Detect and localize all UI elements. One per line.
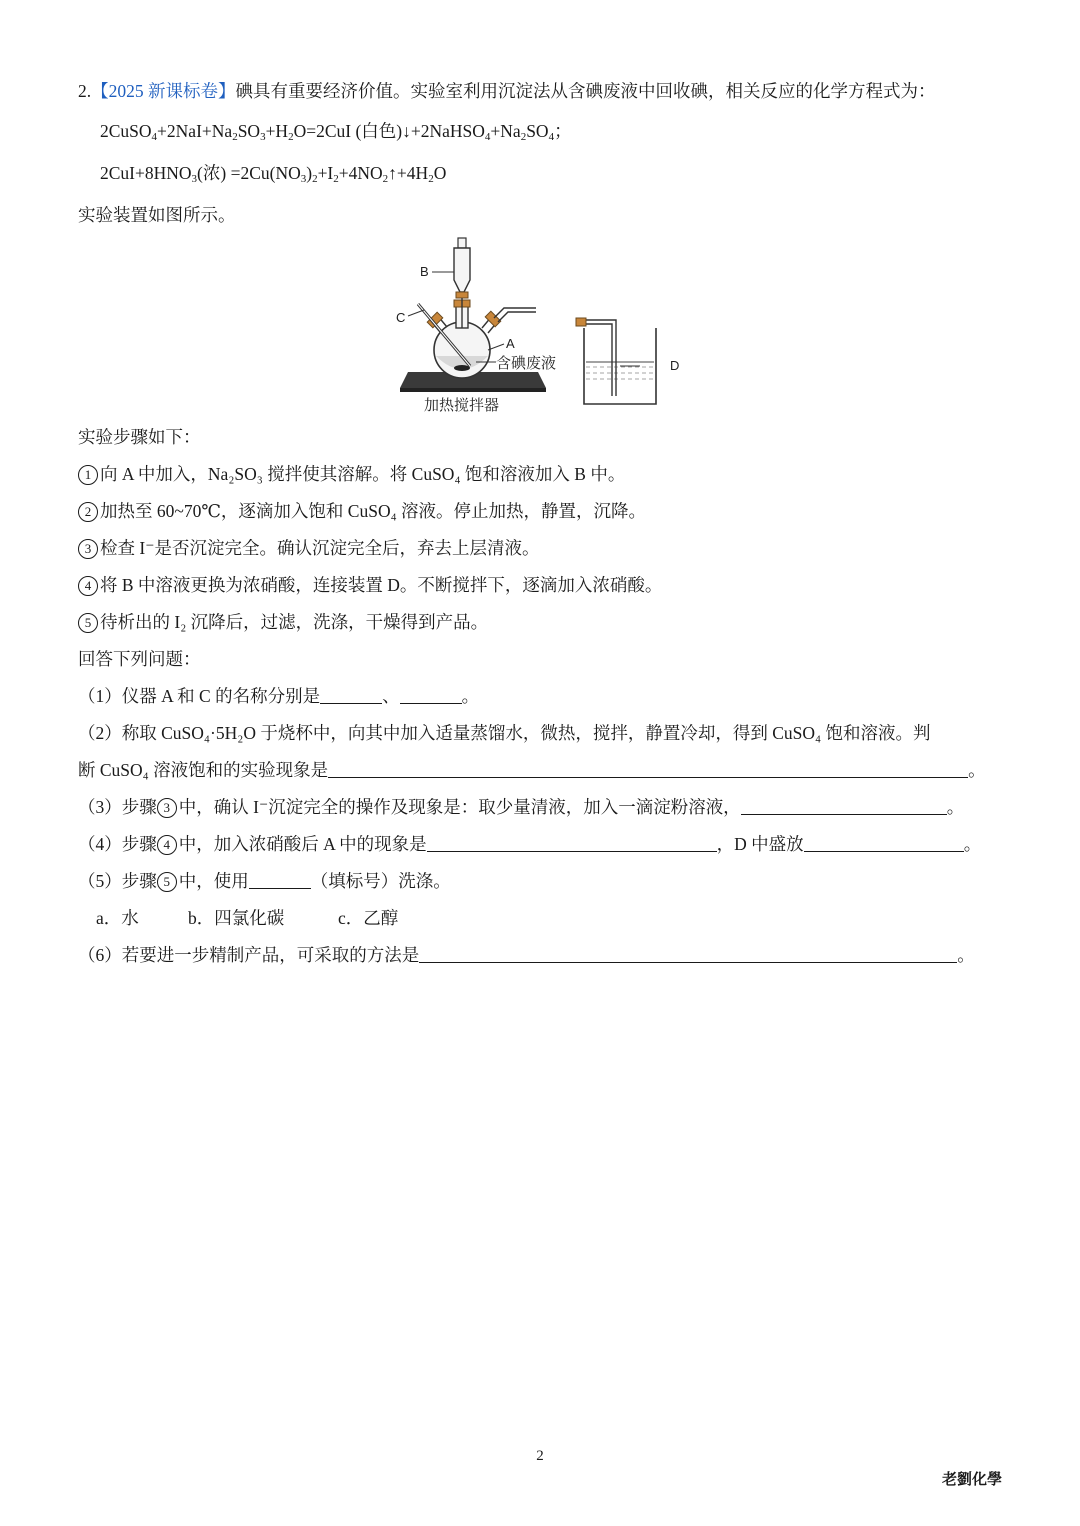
step-5 [78, 609, 1010, 635]
q1-text: 。 [461, 686, 480, 706]
eq2-sub: 2 [428, 173, 434, 185]
step-text: 向 A 中加入，Na₂SO₃ 搅拌使其溶解。将 CuSO₄ 饱和溶液加入 B 中。 [100, 464, 626, 484]
eq2-part: ↑+4H [388, 163, 429, 183]
question-1 [78, 683, 1010, 709]
answer-blank [804, 833, 964, 852]
label-b: B [420, 264, 429, 279]
option-b: b．四氯化碳 [188, 908, 285, 928]
question-header [78, 78, 1010, 104]
eq1-part: +2NaI+Na [157, 121, 233, 141]
label-stirrer: 加热搅拌器 [424, 396, 500, 414]
eq1-sub: 4 [548, 131, 555, 143]
eq2-sub: 2 [312, 173, 318, 185]
eq1-sub: 2 [520, 131, 527, 143]
step-text: 将 B 中溶液更换为浓硝酸，连接装置 D。不断搅拌下，逐滴加入浓硝酸。 [100, 575, 663, 595]
q3-text: （3）步骤 [78, 797, 157, 817]
apparatus-intro: 实验装置如图所示。 [78, 205, 236, 225]
step-text: 检查 I⁻是否沉淀完全。确认沉淀完全后，弃去上层清液。 [100, 538, 540, 558]
question-6 [78, 942, 1010, 968]
question-intro: 碘具有重要经济价值。实验室利用沉淀法从含碘废液中回收碘，相关反应的化学方程式为： [235, 81, 936, 101]
answer-blank [400, 685, 462, 704]
eq2-sub: 2 [382, 173, 389, 185]
eq2-sub: 3 [300, 173, 307, 185]
answer-blank [427, 833, 717, 852]
question-number: 2. [78, 81, 92, 101]
q4-text: （4）步骤 [78, 834, 157, 854]
q3-text: 。 [946, 797, 965, 817]
label-d: D [670, 358, 680, 373]
step-number: 1 [78, 465, 98, 485]
eq2-part: (NO [269, 163, 301, 183]
question-2-line-2 [78, 757, 1010, 783]
label-a: A [506, 336, 515, 351]
q2-text: 断 CuSO₄ 溶液饱和的实验现象是 [78, 760, 329, 780]
eq1-part: ； [554, 121, 572, 141]
eq2-part: (浓) =2Cu [197, 163, 270, 183]
step-2 [78, 498, 1010, 524]
q1-text: （1）仪器 A 和 C 的名称分别是 [78, 686, 321, 706]
step-ref: 5 [157, 872, 177, 892]
q5-text: （5）步骤 [78, 871, 157, 891]
answer-blank [419, 944, 957, 963]
apparatus-figure [380, 232, 700, 418]
q5-text: （填标号）洗涤。 [310, 871, 451, 891]
q1-text: 、 [382, 686, 400, 706]
eq1-sub: 2 [232, 131, 238, 143]
step-number: 4 [78, 576, 98, 596]
option-c: c．乙醇 [338, 908, 399, 928]
page-number: 2 [536, 1448, 544, 1464]
answer-blank [328, 759, 968, 778]
source-tag: 【2025 新课标卷】 [91, 81, 236, 101]
eq1-sub: 4 [151, 131, 158, 143]
eq1-sub: 3 [260, 131, 266, 143]
eq1-part: +Na [490, 121, 521, 141]
step-3 [78, 535, 1010, 561]
eq1-part: SO [237, 121, 261, 141]
label-waste-liquid: 含碘废液 [496, 354, 557, 372]
q4-text: 中，加入浓硝酸后 A 中的现象是 [178, 834, 427, 854]
equation-1 [100, 118, 1010, 144]
q5-text: 中，使用 [178, 871, 249, 891]
step-number: 2 [78, 502, 98, 522]
step-number: 3 [78, 539, 98, 559]
gas-outlet-tube [494, 308, 536, 318]
eq2-part: +I [317, 163, 334, 183]
eq2-part: 2CuI+8HNO [100, 163, 192, 183]
step-number: 5 [78, 613, 98, 633]
brand-watermark: 老劉化學 [941, 1470, 1002, 1488]
round-bottom-flask [427, 300, 501, 378]
eq2-part: +4NO [338, 163, 383, 183]
step-text: 待析出的 I₂ 沉降后，过滤，洗涤，干燥得到产品。 [100, 612, 489, 632]
eq2-part: ) [306, 163, 313, 183]
beaker [576, 318, 656, 404]
eq2-sub: 2 [333, 173, 339, 185]
question-2-line-1: （2）称取 CuSO₄·5H₂O 于烧杯中，向其中加入适量蒸馏水，微热，搅拌，静置冷却，得到 CuSO₄ 饱和溶液。判 [78, 723, 931, 743]
question-4 [78, 831, 1010, 857]
eq2-part: O [433, 163, 447, 183]
q2-text: 。 [968, 760, 986, 780]
eq1-part: O=2CuI (白色)↓+2NaHSO [293, 121, 485, 141]
question-5 [78, 868, 1010, 894]
steps-title: 实验步骤如下： [78, 427, 201, 447]
eq1-part: +H [265, 121, 289, 141]
question-3 [78, 794, 1010, 820]
step-text: 加热至 60~70℃，逐滴加入饱和 CuSO₄ 溶液。停止加热，静置，沉降。 [100, 501, 647, 521]
eq1-part: SO [526, 121, 549, 141]
step-ref: 3 [157, 798, 177, 818]
eq1-part: 2CuSO [100, 121, 152, 141]
q3-text: 中，确认 I⁻沉淀完全的操作及现象是：取少量清液，加入一滴淀粉溶液， [178, 797, 741, 817]
eq1-sub: 2 [288, 131, 294, 143]
q4-text: 。 [963, 834, 982, 854]
q6-text: 。 [957, 945, 975, 965]
label-c: C [396, 310, 406, 325]
q4-text: ，D 中盛放 [716, 834, 804, 854]
question-5-options [96, 905, 1010, 931]
answer-blank [320, 685, 382, 704]
step-1 [78, 461, 1010, 487]
step-ref: 4 [157, 835, 177, 855]
questions-title: 回答下列问题： [78, 649, 201, 669]
q6-text: （6）若要进一步精制产品，可采取的方法是 [78, 945, 420, 965]
answer-blank [249, 870, 311, 889]
eq1-sub: 4 [484, 131, 491, 143]
answer-blank [741, 796, 947, 815]
eq2-sub: 3 [191, 173, 198, 185]
option-a: a．水 [96, 908, 139, 928]
equation-2 [100, 160, 1010, 186]
step-4 [78, 572, 1010, 598]
